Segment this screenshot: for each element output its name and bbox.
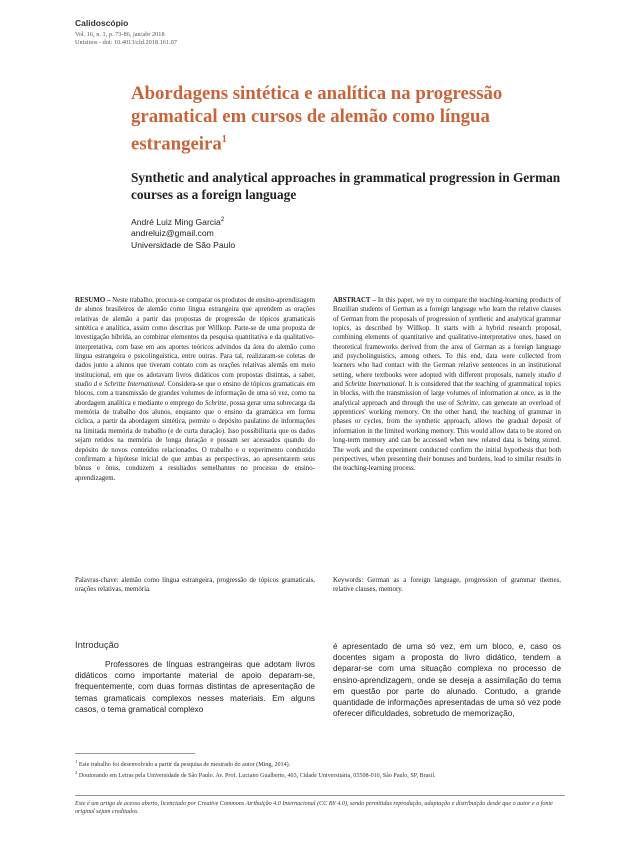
book-title: Schritte: [456, 399, 479, 407]
doi-info: Unisinos - doi: 10.4013/cld.2018.161.07: [75, 39, 177, 46]
title-pt-text: Abordagens sintética e analítica na progressão gramatical em cursos de alemão como língua estrangeira: [131, 83, 503, 155]
title-english: Synthetic and analytical approaches in grammatical progression in German courses as a foreign language: [131, 170, 561, 202]
intro-paragraph: Professores de línguas estrangeiras que adotam livros didáticos como importante material de apoio deparam-se, frequentemente, com duas formas distintas de apresentação de temas gramaticais complexos nesses materiais. Em alguns casos, o tema gramatical complexo: [75, 660, 315, 714]
abstract-pt-label: RESUMO –: [75, 297, 111, 304]
book-title: studio d: [75, 381, 98, 389]
book-title: studio d: [538, 371, 561, 379]
book-title: Schritte International: [104, 381, 164, 389]
keywords-english: Keywords: German as a foreign language, progression of grammar themes, relative clauses, memory.: [333, 577, 561, 594]
keywords-pt-label: Palavras-chave:: [75, 577, 119, 584]
abstract-en-label: ABSTRACT –: [333, 297, 376, 304]
footnote-2: $^2$ Doutorando em Letras pela Universidade de São Paulo. Av. Prof. Luciano Gualberto, 403, Cidade Universitária, 05508-010, São Paulo, SP, Brasil.: [75, 770, 436, 780]
body-column-right: [333, 641, 561, 719]
footnote-1: $^1$ Este trabalho foi desenvolvido a partir da pesquisa de mestrado do autor (Ming, 2014).: [75, 759, 291, 769]
book-title: Schritte: [204, 399, 227, 407]
volume-info: Vol. 16, n. 1, p. 73-86, jan/abr 2018: [75, 31, 165, 38]
author-email[interactable]: andreluiz@gmail.com: [131, 228, 214, 239]
author-affiliation: Universidade de São Paulo: [131, 239, 236, 250]
book-title: Schritte International: [344, 381, 405, 389]
keywords-en-label: Keywords:: [333, 577, 364, 584]
abstract-portuguese: RESUMO – Neste trabalho, procura-se comparar os produtos de ensino-aprendizagem de alunos brasileiros de alemão como língua estrangeira que aprendem as orações relativas de alemão a partir das propostas de progressão de tópicos gramaticais sintética e analítica, assim como descritas por Willkop. Parte-se de uma proposta de investigação híbrida, ao combinar elementos da pesquisa quantitativa e da qualitativo-interpretativa, com base em aos aportes teóricos advindos da área do alemão como língua estrangeira e psicolinguística, entre outras. Para tal, realizaram-se coletas de dados junto a alunos que tiveram contato com as orações relativas alemãs em meio institucional, em que os adotavam livros didáticos com propostas distintas, a saber, studio d e Schritte International. Considera-se que o ensino de tópicos gramaticais em blocos, com a transmissão de grandes volumes de informação de uma só vez, como na abordagem analítica e mediante o emprego do Schritte, possa gerar uma sobrecarga da memória de trabalho dos alunos, enquanto que o ensino da gramática em forma cíclica, a partir da abordagem sintética, permite o depósito paulatino de informações na limitada memória de trabalho (e de curta duração). Isso possibilitaria que os dados sejam retidos na memória de longa duração e possam ser acessados quando do depósito de novos conteúdos relacionados. O trabalho e o experimento conduzido confirmam a hipótese inicial de que ambas as perspectivas, ao apresentarem seus bônus e ônus, conduzem a resultados semelhantes no processo de ensino-aprendizagem.: [75, 297, 315, 482]
author-name: André Luiz Ming Garcia$^2$: [131, 216, 225, 227]
journal-name: Calidoscópio: [75, 18, 129, 28]
license-notice: Este é um artigo de acesso aberto, licenciado por Creative Commons Atribuição 4.0 Internacional (CC BY 4.0), sendo permitidas reprodução, adaptação e distribuição desde que o autor e a fonte original sejam creditados.: [75, 801, 553, 816]
body-column-left: [75, 659, 315, 715]
intro-paragraph-continued: é apresentado de uma só vez, em um bloco, e, caso os docentes sigam a proposta do livro didático, tendem a deparar-se com uma situação complexa no processo de ensino-aprendizagem, onde se deseja a assimilação do tema em questão por parte do alunado. Contudo, a grande quantidade de informações apresentadas de uma só vez pode oferecer dificuldades, sobretudo de memorização,: [333, 642, 561, 719]
footnotes: [75, 758, 565, 781]
title-footnote-ref[interactable]: 1: [221, 134, 227, 145]
license-divider: [75, 795, 565, 796]
keywords-portuguese: Palavras-chave: alemão como língua estrangeira, progressão de tópicos gramaticais, orações relativas, memória.: [75, 577, 315, 594]
author-block: [131, 215, 235, 251]
section-heading-introduction: Introdução: [75, 640, 119, 650]
author-footnote-ref[interactable]: 2: [220, 217, 225, 223]
title-portuguese: [131, 82, 561, 155]
footnote-divider: [75, 753, 195, 754]
abstract-english: ABSTRACT – In this paper, we try to compare the teaching-learning products of Brazilian students of German as a foreign language who learn the relative clauses of German from the proposals of progression of synthetic and analytical grammar topics, as described by Willkop. It starts with a hybrid research proposal, combining elements of quantitative and qualitative-interpretative ones, based on theoretical frameworks derived from the area of German as a foreign language and psycholinguistics, among others. To this end, data were collected from learners who had contact with the German relative sentences in an institutional setting, where textbooks were adopted with different proposals, namely studio d and Schritte International. It is considered that the teaching of grammatical topics in blocks, with the transmission of large volumes of information at once, as in the analytical approach and through the use of Schritte, can generate an overload of apprentices' working memory. On the other hand, the teaching of grammar in phases or cycles, from the synthetic approach, allows the gradual deposit of information in the limited working memory. This would allow data to be stored on long-term memory and can be accessed when new related data is being stored. The work and the experiment conducted confirm the initial hypothesis that both perspectives, when presenting their bonuses and burdens, lead to similar results in the teaching-learning process.: [333, 297, 561, 473]
